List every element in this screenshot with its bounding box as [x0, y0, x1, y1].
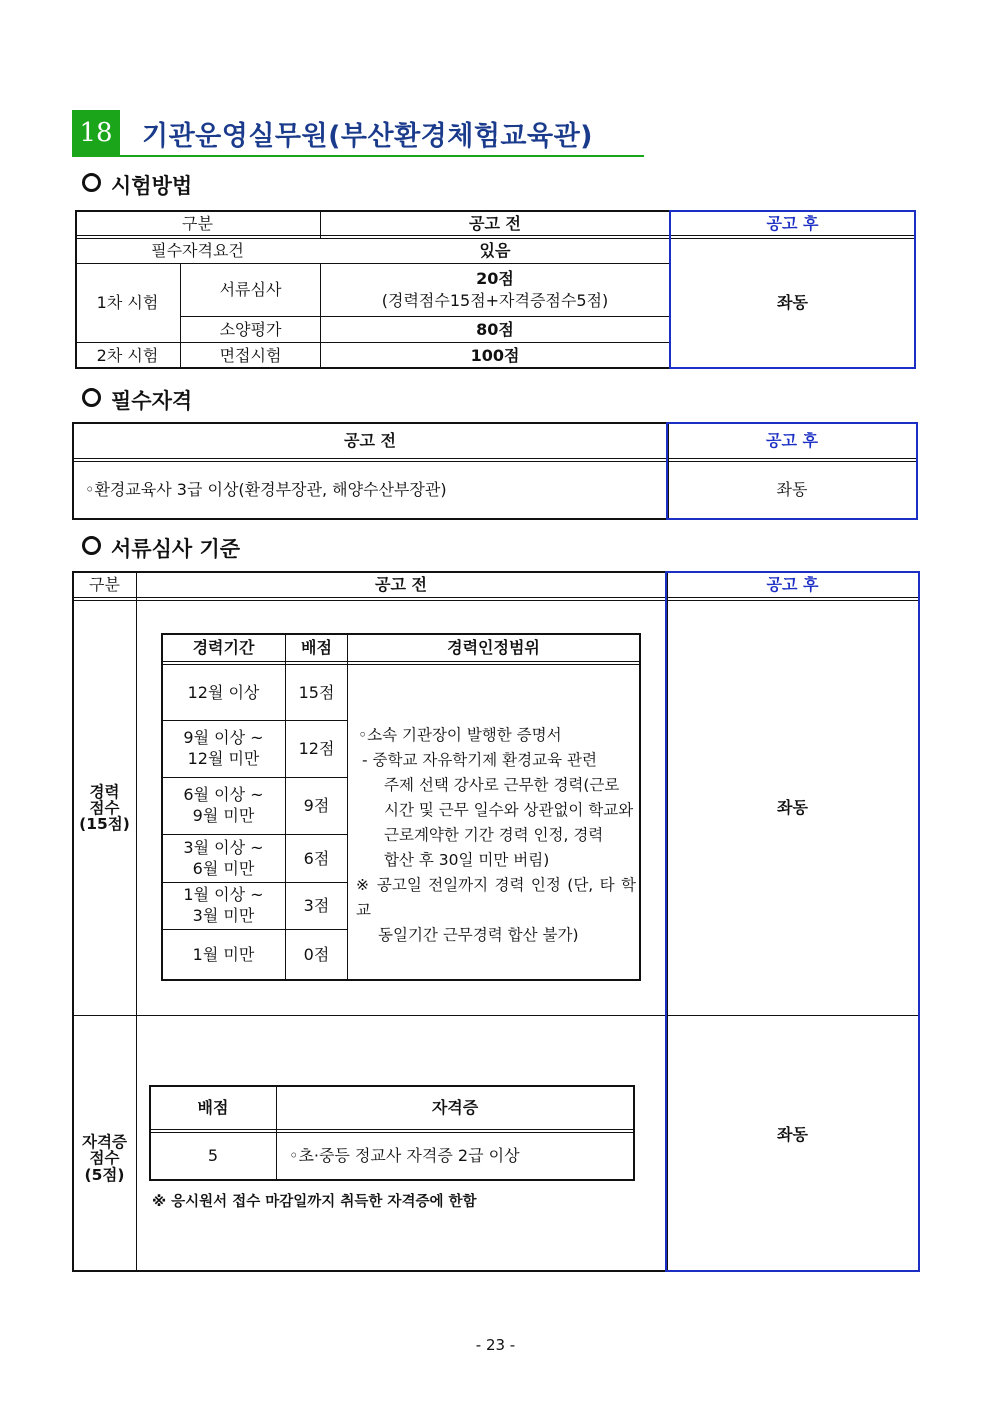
page-number: - 23 - [475, 1336, 516, 1354]
required-qualification-heading: 필수자격 [82, 385, 192, 415]
circle-bullet-icon [82, 388, 101, 407]
header-category: 구분 [89, 574, 120, 594]
section-underline [72, 155, 644, 157]
career-score-cell: 15점 [298, 683, 335, 703]
document-criteria-heading: 서류심사 기준 [82, 533, 240, 563]
document-review-value: 20점 (경력점수15점+자격증점수5점) [381, 269, 609, 310]
career-period-header: 경력기간 [192, 638, 255, 658]
career-after: 좌동 [777, 798, 808, 818]
career-period-cell: 1월 미만 [192, 944, 255, 964]
certificate-score-cell: 5 [207, 1146, 219, 1166]
aptitude-label: 소양평가 [219, 319, 282, 339]
document-review-label: 서류심사 [219, 280, 282, 300]
career-score-cell: 12점 [298, 739, 335, 759]
header-after: 공고 후 [766, 213, 819, 233]
career-period-cell: 9월 이상 ~ 12월 미만 [183, 728, 264, 768]
interview-label: 면접시험 [219, 345, 282, 365]
second-stage-label: 2차 시험 [96, 345, 159, 365]
aptitude-value: 80점 [476, 319, 514, 339]
qualification-text: ◦환경교육사 3급 이상(환경부장관, 해양수산부장관) [85, 480, 447, 500]
career-score-header: 배점 [301, 638, 332, 658]
career-period-cell: 3월 이상 ~ 6월 미만 [183, 837, 264, 878]
certificate-score-label: 자격증 점수 (5점) [82, 1133, 127, 1184]
qualification-after: 좌동 [776, 480, 808, 500]
career-score-cell: 6점 [303, 848, 330, 868]
header-before: 공고 전 [344, 430, 396, 450]
section-number: 18 [72, 110, 120, 156]
certificate-score-header: 배점 [197, 1097, 229, 1117]
career-score-cell: 0점 [303, 944, 330, 964]
header-after: 공고 후 [766, 430, 818, 450]
section-title: 기관운영실무원(부산환경체험교육관) [142, 121, 593, 152]
career-period-cell: 6월 이상 ~ 9월 미만 [183, 785, 264, 825]
circle-bullet-icon [82, 173, 101, 192]
required-value: 있음 [479, 240, 511, 260]
career-score-cell: 3점 [303, 896, 330, 916]
first-stage-label: 1차 시험 [96, 293, 159, 313]
certificate-name-cell: ◦초·중등 정교사 자격증 2급 이상 [289, 1146, 520, 1166]
career-period-cell: 12월 이상 [187, 683, 260, 703]
career-score-label: 경력 점수 (15점) [79, 782, 130, 834]
career-scope-header: 경력인정범위 [447, 638, 540, 658]
after-value: 좌동 [777, 293, 808, 313]
exam-method-heading: 시험방법 [82, 170, 192, 200]
header-before: 공고 전 [469, 213, 521, 233]
required-label: 필수자격요건 [151, 240, 244, 260]
interview-value: 100점 [470, 345, 520, 365]
certificate-note: ※ 응시원서 접수 마감일까지 취득한 자격증에 한함 [152, 1194, 477, 1210]
circle-bullet-icon [82, 536, 101, 555]
career-period-cell: 1월 이상 ~ 3월 미만 [183, 885, 264, 925]
header-category: 구분 [182, 213, 213, 233]
certificate-name-header: 자격증 [431, 1097, 479, 1117]
career-score-cell: 9점 [303, 796, 330, 816]
header-after: 공고 후 [766, 574, 819, 594]
career-scope-text: ◦소속 기관장이 발행한 증명서 - 중학교 자유학기제 환경교육 관련 주제 선택 강사로 근무한 경력(근로 시간 및 근무 일수와 상관없이 학교와 근로계약한 기간 경력 인정, 경력 합산 후 30일 미만 버림) ※ 공고일 전일까지 경력 인정 (단, 타 학교 동일기간 근무경력 합산 불가) [356, 726, 636, 944]
certificate-after: 좌동 [777, 1125, 808, 1145]
header-before: 공고 전 [375, 574, 427, 594]
